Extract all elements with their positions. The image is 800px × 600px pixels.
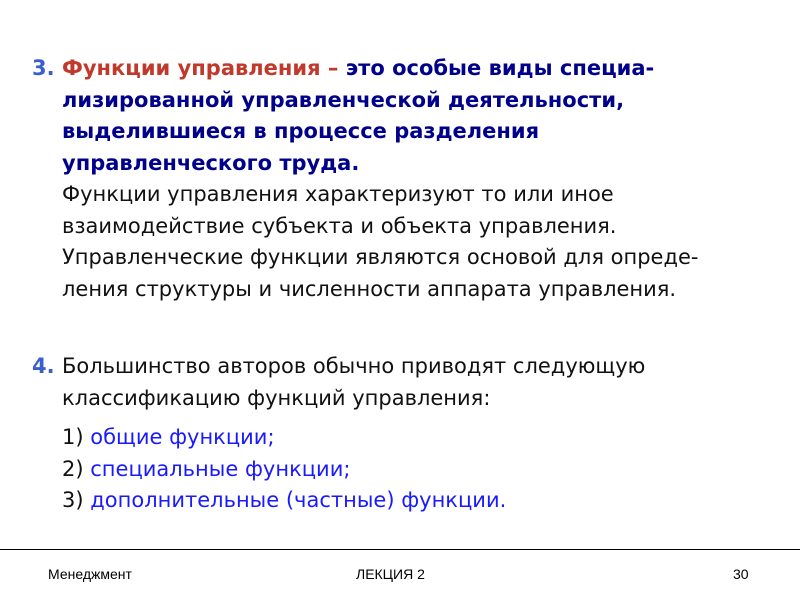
- list-item: [62, 422, 792, 454]
- definition: [62, 53, 792, 179]
- item-4-body: [62, 351, 792, 517]
- page-number: 30: [733, 566, 749, 582]
- list-text: дополнительные (частные) функции.: [90, 488, 507, 512]
- intro-line: классификацию функций управления:: [62, 385, 491, 410]
- footer-lecture: ЛЕКЦИЯ 2: [356, 566, 425, 582]
- term: Функции управления: [62, 56, 321, 80]
- list-text: специальные функции;: [90, 456, 351, 481]
- paragraph-line: ления структуры и численности аппарата управления.: [62, 276, 677, 301]
- definition-line: выделившиеся в процессе разделения: [62, 119, 540, 143]
- item-3-body: [62, 53, 792, 305]
- definition-line: лизированной управленческой деятельности,: [62, 87, 625, 112]
- dash: –: [327, 56, 339, 80]
- list-number: 2): [62, 456, 84, 481]
- definition-line: управленческого труда.: [62, 150, 360, 175]
- function-list: [62, 422, 792, 517]
- intro-line: Большинство авторов обычно приводят следующую: [62, 354, 646, 378]
- paragraph-line: Функции управления характеризуют то или иное: [62, 182, 614, 206]
- item-4: [32, 351, 792, 517]
- definition-line: это особые виды специа-: [345, 56, 655, 80]
- paragraph-line: взаимодействие субъекта и объекта управления.: [62, 213, 617, 238]
- item-3: [32, 53, 792, 305]
- list-number: 3): [62, 488, 84, 512]
- paragraph-line: Управленческие функции являются основой для опреде-: [62, 245, 699, 269]
- list-item: [62, 454, 792, 486]
- intro: [62, 351, 792, 414]
- footer-course: Менеджмент: [48, 566, 132, 582]
- item-number: 3.: [32, 56, 55, 80]
- list-number: 1): [62, 425, 84, 449]
- footer-divider: [0, 549, 800, 550]
- list-item: [62, 485, 792, 517]
- list-text: общие функции;: [90, 425, 275, 449]
- paragraph: [62, 179, 792, 305]
- item-number: 4.: [32, 354, 55, 378]
